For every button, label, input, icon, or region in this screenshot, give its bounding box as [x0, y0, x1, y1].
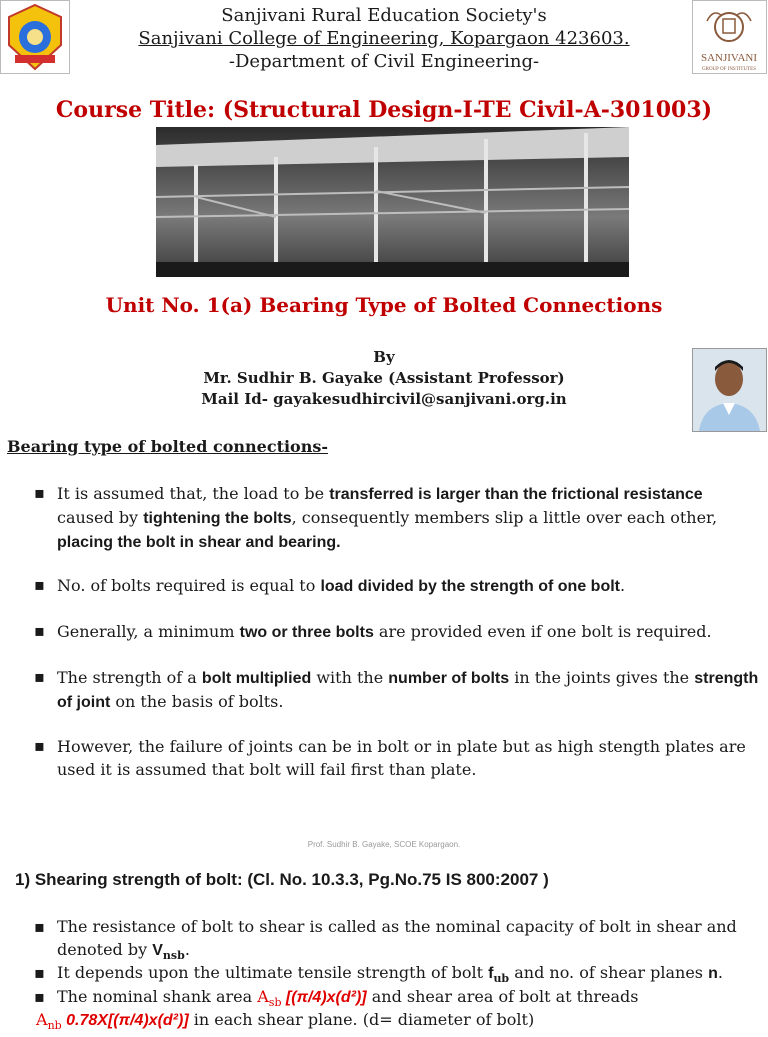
bullet-item-3: Generally, a minimum two or three bolts are provided even if one bolt is required. [57, 622, 712, 641]
section-heading: Bearing type of bolted connections- [7, 437, 329, 456]
bullet-marker: ▪ [34, 987, 45, 1006]
author-name: Mr. Sudhir B. Gayake (Assistant Professor) [203, 369, 565, 387]
course-title: Course Title: (Structural Design-I-TE Civil-A-301003) [55, 97, 713, 123]
subsection-heading: 1) Shearing strength of bolt: (Cl. No. 10.3.3, Pg.No.75 IS 800:2007 ) [15, 870, 549, 889]
bullet-marker: ▪ [34, 963, 45, 982]
bullet-marker: ▪ [34, 667, 45, 686]
shear-bullet-2: It depends upon the ultimate tensile strength of bolt $f_{ub}$ and no. of shear planes n. [57, 963, 723, 986]
shear-bullet-1: The resistance of bolt to shear is called as the nominal capacity of bolt in shear and denoted by $V_{nsb}$. [57, 917, 737, 963]
bullet-item-4: The strength of a bolt multiplied with the number of bolts in the joints gives the strength of joint on the basis of bolts. [57, 668, 759, 711]
by-label: By [373, 348, 395, 366]
bullet-marker: ▪ [34, 483, 45, 502]
shear-bullet-3: The nominal shank area $A_{sb}$ [(π/4)x(d²)] and shear area of bolt at threads [57, 987, 639, 1010]
shear-bullet-3-continuation: $A_{nb}$ 0.78X[(π/4)x(d²)] in each shear plane. (d= diameter of bolt) [36, 1010, 535, 1033]
bullet-item-5: However, the failure of joints can be in bolt or in plate but as high stength plates are used it is assumed that bolt will fail first than plate. [57, 737, 746, 779]
bullet-marker: ▪ [34, 575, 45, 594]
footer-note: Prof. Sudhir B. Gayake, SCOE Kopargaon. [307, 840, 461, 849]
college-name: Sanjivani College of Engineering, Kopargaon 423603. [138, 28, 630, 49]
unit-title: Unit No. 1(a) Bearing Type of Bolted Connections [105, 293, 663, 317]
bullet-marker: ▪ [34, 736, 45, 755]
logo-subtext: GROUP OF INSTITUTES [702, 67, 756, 72]
bullet-marker: ▪ [34, 621, 45, 640]
society-name: Sanjivani Rural Education Society's [221, 5, 547, 26]
logo-wordmark: SANJIVANI [700, 52, 758, 64]
author-photo [692, 348, 767, 432]
bullet-item-2: No. of bolts required is equal to load divided by the strength of one bolt. [57, 576, 626, 595]
bullet-marker: ▪ [34, 917, 45, 936]
author-email: Mail Id- gayakesudhircivil@sanjivani.org.in [201, 390, 567, 408]
steel-structure-photo [156, 127, 629, 277]
bullet-item-1: It is assumed that, the load to be transferred is larger than the frictional resistance caused by tightening the bolts, consequently members slip a little over each other, placing the bolt in shear and bearing. [57, 484, 718, 551]
department-name: -Department of Civil Engineering- [228, 51, 540, 72]
